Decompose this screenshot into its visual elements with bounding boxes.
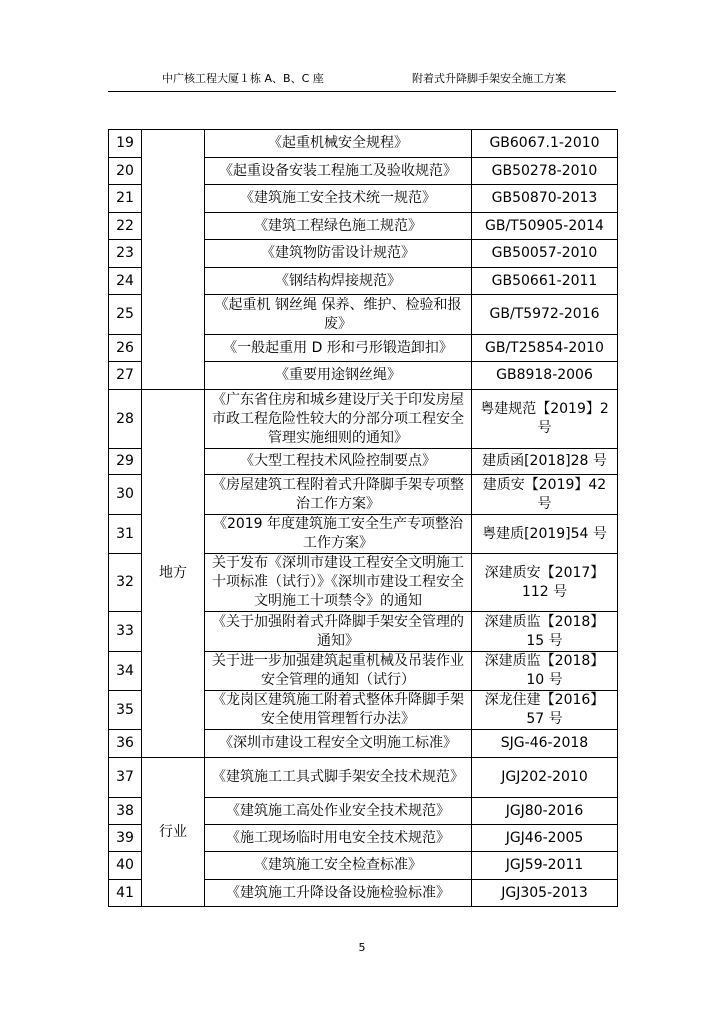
standard-code: GB50057-2010 bbox=[472, 240, 618, 268]
standard-code: 深建质监【2018】10 号 bbox=[472, 652, 618, 691]
standard-name: 《2019 年度建筑施工安全生产专项整治工作方案》 bbox=[205, 515, 472, 554]
standard-code: 深建质安【2017】112 号 bbox=[472, 554, 618, 612]
standard-name: 《建筑施工高处作业安全技术规范》 bbox=[205, 798, 472, 825]
table-row bbox=[109, 390, 618, 449]
standard-code: 建质函[2018]28 号 bbox=[472, 449, 618, 475]
standard-name: 《钢结构焊接规范》 bbox=[205, 268, 472, 295]
standard-code: 深建质监【2018】15 号 bbox=[472, 612, 618, 652]
row-number: 40 bbox=[109, 852, 142, 880]
row-number: 20 bbox=[109, 158, 142, 185]
standard-code: GB/T5972-2016 bbox=[472, 295, 618, 335]
row-number: 38 bbox=[109, 798, 142, 825]
standard-name: 关于进一步加强建筑起重机械及吊装作业安全管理的通知（试行） bbox=[205, 652, 472, 691]
standard-code: 建质安【2019】42 号 bbox=[472, 475, 618, 515]
standard-name: 《广东省住房和城乡建设厅关于印发房屋市政工程危险性较大的分部分项工程安全管理实施细则的通知》 bbox=[205, 390, 472, 449]
row-number: 21 bbox=[109, 185, 142, 213]
page-number: 5 bbox=[358, 941, 366, 954]
row-number: 30 bbox=[109, 475, 142, 515]
row-number: 41 bbox=[109, 880, 142, 907]
row-number: 24 bbox=[109, 268, 142, 295]
header-right-title: 附着式升降脚手架安全施工方案 bbox=[412, 72, 566, 85]
standard-code: GB6067.1-2010 bbox=[472, 130, 618, 158]
category-industry: 行业 bbox=[142, 758, 205, 907]
standard-code: GB50661-2011 bbox=[472, 268, 618, 295]
standard-code: GB50870-2013 bbox=[472, 185, 618, 213]
row-number: 25 bbox=[109, 295, 142, 335]
standards-table bbox=[108, 129, 618, 907]
row-number: 28 bbox=[109, 390, 142, 449]
row-number: 34 bbox=[109, 652, 142, 691]
standard-name: 《起重设备安装工程施工及验收规范》 bbox=[205, 158, 472, 185]
standard-name: 《关于加强附着式升降脚手架安全管理的通知》 bbox=[205, 612, 472, 652]
standard-name: 《房屋建筑工程附着式升降脚手架专项整治工作方案》 bbox=[205, 475, 472, 515]
standard-code: 粤建质[2019]54 号 bbox=[472, 515, 618, 554]
header-divider bbox=[108, 91, 616, 92]
standard-name: 《深圳市建设工程安全文明施工标准》 bbox=[205, 730, 472, 758]
row-number: 39 bbox=[109, 825, 142, 852]
row-number: 27 bbox=[109, 362, 142, 390]
row-number: 26 bbox=[109, 335, 142, 362]
row-number: 22 bbox=[109, 213, 142, 240]
standard-name: 《施工现场临时用电安全技术规范》 bbox=[205, 825, 472, 852]
standard-name: 《起重机械安全规程》 bbox=[205, 130, 472, 158]
standard-code: GB8918-2006 bbox=[472, 362, 618, 390]
standard-name: 《重要用途钢丝绳》 bbox=[205, 362, 472, 390]
standard-name: 《一般起重用 D 形和弓形锻造卸扣》 bbox=[205, 335, 472, 362]
standard-code: GB/T25854-2010 bbox=[472, 335, 618, 362]
standard-name: 《大型工程技术风险控制要点》 bbox=[205, 449, 472, 475]
standard-code: JGJ59-2011 bbox=[472, 852, 618, 880]
row-number: 19 bbox=[109, 130, 142, 158]
row-number: 37 bbox=[109, 758, 142, 798]
standard-name: 关于发布《深圳市建设工程安全文明施工十项标准（试行）》《深圳市建设工程安全文明施工十项禁令》的通知 bbox=[205, 554, 472, 612]
standard-name: 《龙岗区建筑施工附着式整体升降脚手架安全使用管理暂行办法》 bbox=[205, 691, 472, 730]
row-number: 33 bbox=[109, 612, 142, 652]
row-number: 36 bbox=[109, 730, 142, 758]
standard-code: 粤建规范【2019】2 号 bbox=[472, 390, 618, 449]
standard-name: 《起重机 钢丝绳 保养、维护、检验和报废》 bbox=[205, 295, 472, 335]
header-left-title: 中广核工程大厦１栋 A、B、C 座 bbox=[162, 72, 324, 85]
standard-code: SJG-46-2018 bbox=[472, 730, 618, 758]
table-row bbox=[109, 758, 618, 798]
row-number: 35 bbox=[109, 691, 142, 730]
standard-name: 《建筑施工升降设备设施检验标准》 bbox=[205, 880, 472, 907]
standard-code: JGJ46-2005 bbox=[472, 825, 618, 852]
standard-name: 《建筑施工安全检查标准》 bbox=[205, 852, 472, 880]
standard-code: GB/T50905-2014 bbox=[472, 213, 618, 240]
standard-code: GB50278-2010 bbox=[472, 158, 618, 185]
standard-code: JGJ202-2010 bbox=[472, 758, 618, 798]
standard-name: 《建筑工程绿色施工规范》 bbox=[205, 213, 472, 240]
standard-code: 深龙住建【2016】57 号 bbox=[472, 691, 618, 730]
category-cell-empty bbox=[142, 130, 205, 390]
table-row bbox=[109, 130, 618, 158]
standard-name: 《建筑物防雷设计规范》 bbox=[205, 240, 472, 268]
row-number: 23 bbox=[109, 240, 142, 268]
standard-code: JGJ305-2013 bbox=[472, 880, 618, 907]
row-number: 32 bbox=[109, 554, 142, 612]
standard-code: JGJ80-2016 bbox=[472, 798, 618, 825]
category-local: 地方 bbox=[142, 390, 205, 758]
standard-name: 《建筑施工工具式脚手架安全技术规范》 bbox=[205, 758, 472, 798]
standard-name: 《建筑施工安全技术统一规范》 bbox=[205, 185, 472, 213]
row-number: 29 bbox=[109, 449, 142, 475]
row-number: 31 bbox=[109, 515, 142, 554]
